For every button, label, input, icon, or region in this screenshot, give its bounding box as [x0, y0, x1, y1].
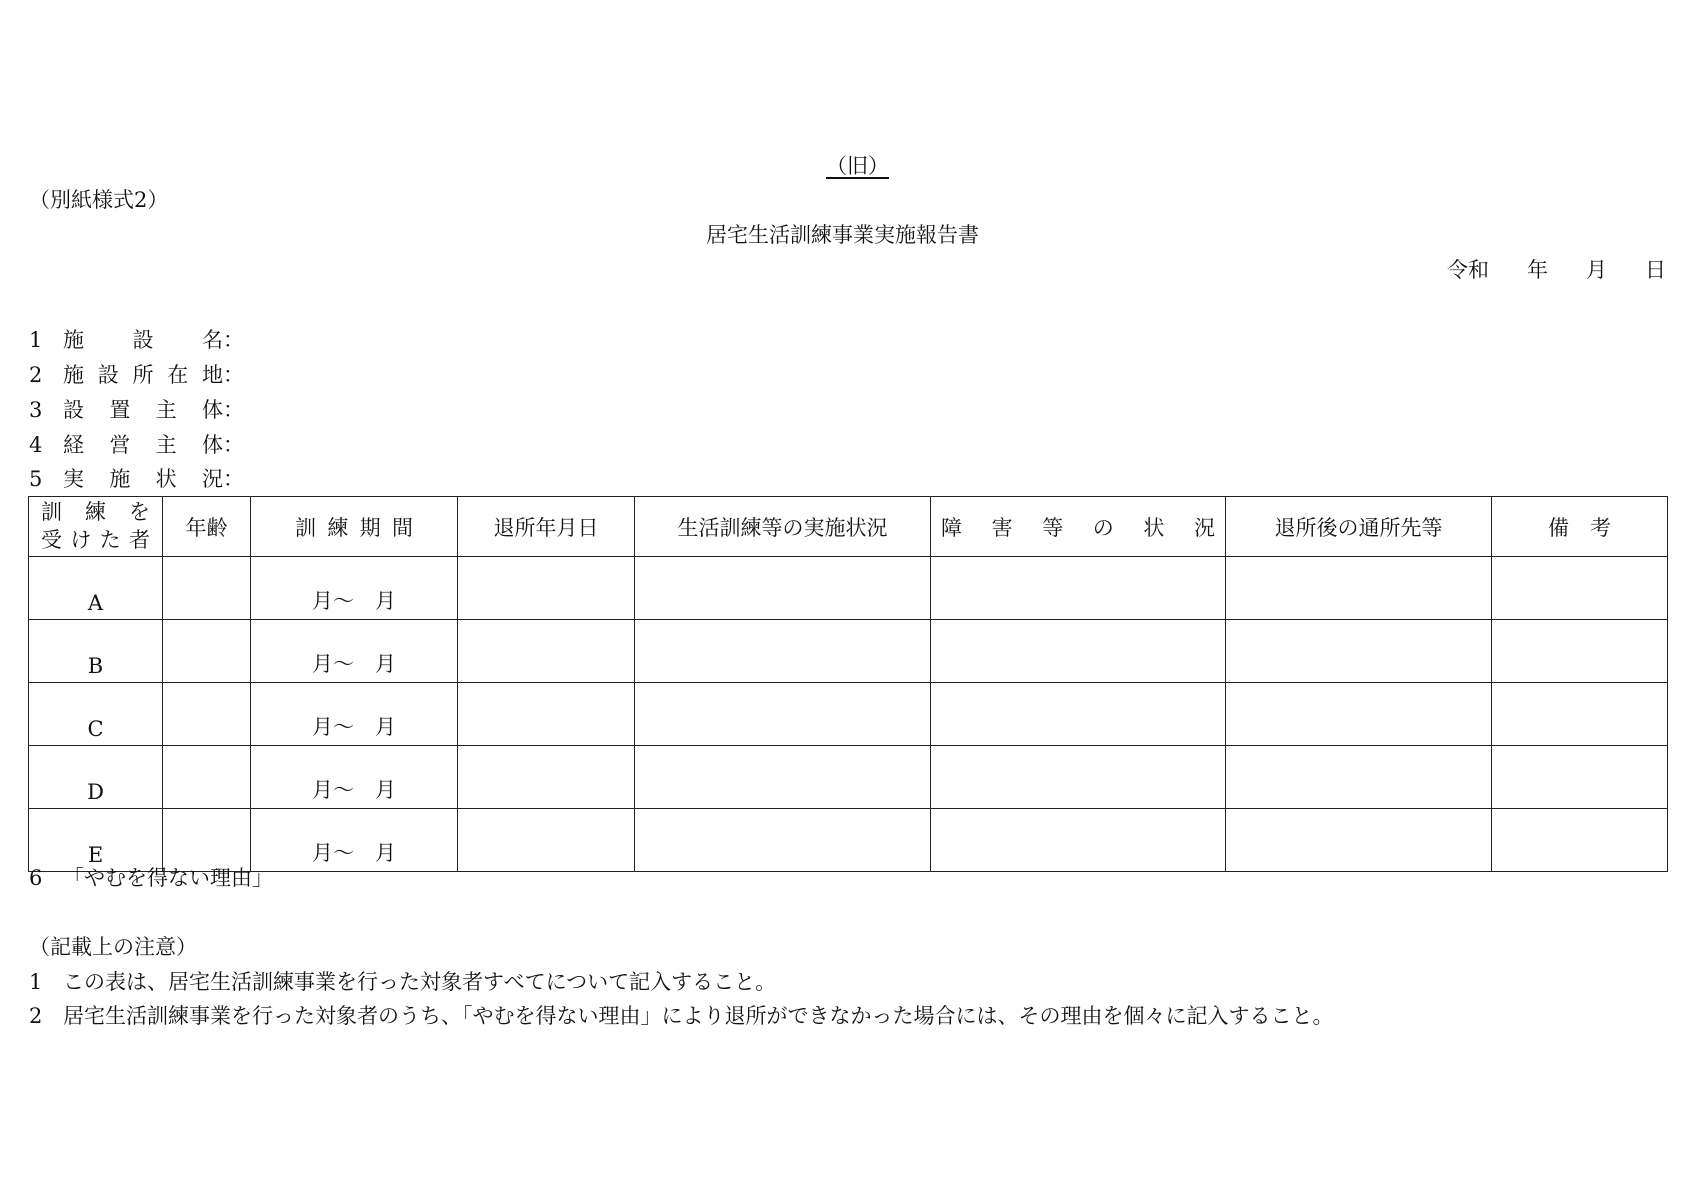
remarks-cell[interactable] — [1492, 809, 1668, 872]
item-colon: ： — [223, 328, 244, 352]
after-cell[interactable] — [1226, 557, 1492, 620]
disability-cell[interactable] — [931, 683, 1226, 746]
remarks-cell[interactable] — [1492, 683, 1668, 746]
trainee-cell[interactable]: D — [29, 746, 163, 809]
item-number: 1 — [29, 328, 43, 352]
note-item — [29, 1006, 1334, 1027]
item-number: 2 — [29, 363, 43, 387]
age-cell[interactable] — [163, 620, 251, 683]
report-table — [28, 496, 1668, 872]
period-cell[interactable]: 月～ 月 — [251, 746, 458, 809]
item-label: 実施状況 — [63, 467, 223, 491]
header-age: 年齢 — [163, 497, 251, 557]
item-label: 設置主体 — [63, 398, 223, 422]
age-cell[interactable] — [163, 557, 251, 620]
period-cell[interactable]: 月～ 月 — [251, 683, 458, 746]
header-period-label: 訓練期間 — [295, 515, 413, 540]
after-cell[interactable] — [1226, 746, 1492, 809]
leave-date-cell[interactable] — [458, 746, 635, 809]
item-colon: ： — [223, 433, 244, 457]
header-after: 退所後の通所先等 — [1226, 497, 1492, 557]
after-cell[interactable] — [1226, 809, 1492, 872]
header-period — [251, 497, 458, 557]
reason-section — [29, 868, 273, 889]
status-cell[interactable] — [635, 809, 931, 872]
leave-date-cell[interactable] — [458, 809, 635, 872]
item-number: 5 — [29, 467, 43, 491]
disability-cell[interactable] — [931, 809, 1226, 872]
trainee-cell[interactable]: A — [29, 557, 163, 620]
remarks-cell[interactable] — [1492, 620, 1668, 683]
header-leave-date: 退所年月日 — [458, 497, 635, 557]
leave-date-cell[interactable] — [458, 557, 635, 620]
header-disability — [931, 497, 1226, 557]
status-cell[interactable] — [635, 683, 931, 746]
remarks-cell[interactable] — [1492, 746, 1668, 809]
trainee-cell[interactable]: B — [29, 620, 163, 683]
disability-cell[interactable] — [931, 746, 1226, 809]
trainee-cell[interactable]: C — [29, 683, 163, 746]
table-row — [29, 557, 1668, 620]
status-cell[interactable] — [635, 620, 931, 683]
item-facility-address — [29, 363, 244, 387]
header-remarks-label: 備考 — [1548, 515, 1611, 540]
period-cell[interactable]: 月～ 月 — [251, 620, 458, 683]
header-trainee-line1: 訓 練 を — [41, 500, 150, 525]
form-number: （別紙様式2） — [29, 188, 169, 212]
table-row — [29, 746, 1668, 809]
remarks-cell[interactable] — [1492, 557, 1668, 620]
status-cell[interactable] — [635, 557, 931, 620]
reason-number: 6 — [29, 866, 43, 890]
header-trainee — [29, 497, 163, 557]
table-row — [29, 809, 1668, 872]
age-cell[interactable] — [163, 809, 251, 872]
header-remarks — [1492, 497, 1668, 557]
item-label: 施設所在地 — [63, 363, 223, 387]
note-number: 2 — [29, 1004, 43, 1028]
date-day: 日 — [1645, 258, 1666, 282]
note-text: 居宅生活訓練事業を行った対象者のうち、「やむを得ない理由」により退所ができなかった場合には、その理由を個々に記入すること。 — [63, 1004, 1334, 1028]
item-label: 経営主体 — [63, 433, 223, 457]
table-row — [29, 620, 1668, 683]
trainee-cell[interactable]: E — [29, 809, 163, 872]
header-disability-label: 障害等の状況 — [941, 515, 1215, 540]
after-cell[interactable] — [1226, 620, 1492, 683]
item-number: 3 — [29, 398, 43, 422]
note-item — [29, 972, 776, 993]
disability-cell[interactable] — [931, 620, 1226, 683]
notes-heading: （記載上の注意） — [29, 935, 197, 959]
period-cell[interactable]: 月～ 月 — [251, 809, 458, 872]
date-year: 年 — [1527, 258, 1548, 282]
date-era: 令和 — [1447, 258, 1489, 282]
status-cell[interactable] — [635, 746, 931, 809]
date-line — [1447, 260, 1666, 281]
table-row — [29, 683, 1668, 746]
after-cell[interactable] — [1226, 683, 1492, 746]
age-cell[interactable] — [163, 746, 251, 809]
disability-cell[interactable] — [931, 557, 1226, 620]
age-cell[interactable] — [163, 683, 251, 746]
old-version-label: （旧） — [826, 154, 889, 178]
item-implementation-status — [29, 467, 244, 491]
header-trainee-line2: 受 け た 者 — [41, 527, 150, 552]
note-number: 1 — [29, 970, 43, 994]
period-cell[interactable]: 月～ 月 — [251, 557, 458, 620]
item-label: 施設名 — [63, 328, 223, 352]
table-header-row — [29, 497, 1668, 557]
item-establisher — [29, 398, 244, 422]
item-colon: ： — [223, 398, 244, 422]
leave-date-cell[interactable] — [458, 620, 635, 683]
item-colon: ： — [223, 467, 244, 491]
header-status: 生活訓練等の実施状況 — [635, 497, 931, 557]
page-title: 居宅生活訓練事業実施報告書 — [706, 223, 979, 247]
leave-date-cell[interactable] — [458, 683, 635, 746]
note-text: この表は、居宅生活訓練事業を行った対象者すべてについて記入すること。 — [63, 970, 777, 994]
item-colon: ： — [223, 363, 244, 387]
item-facility-name — [29, 328, 244, 352]
reason-label: 「やむを得ない理由」 — [63, 866, 273, 890]
date-month: 月 — [1586, 258, 1607, 282]
item-number: 4 — [29, 433, 43, 457]
item-operator — [29, 433, 244, 457]
